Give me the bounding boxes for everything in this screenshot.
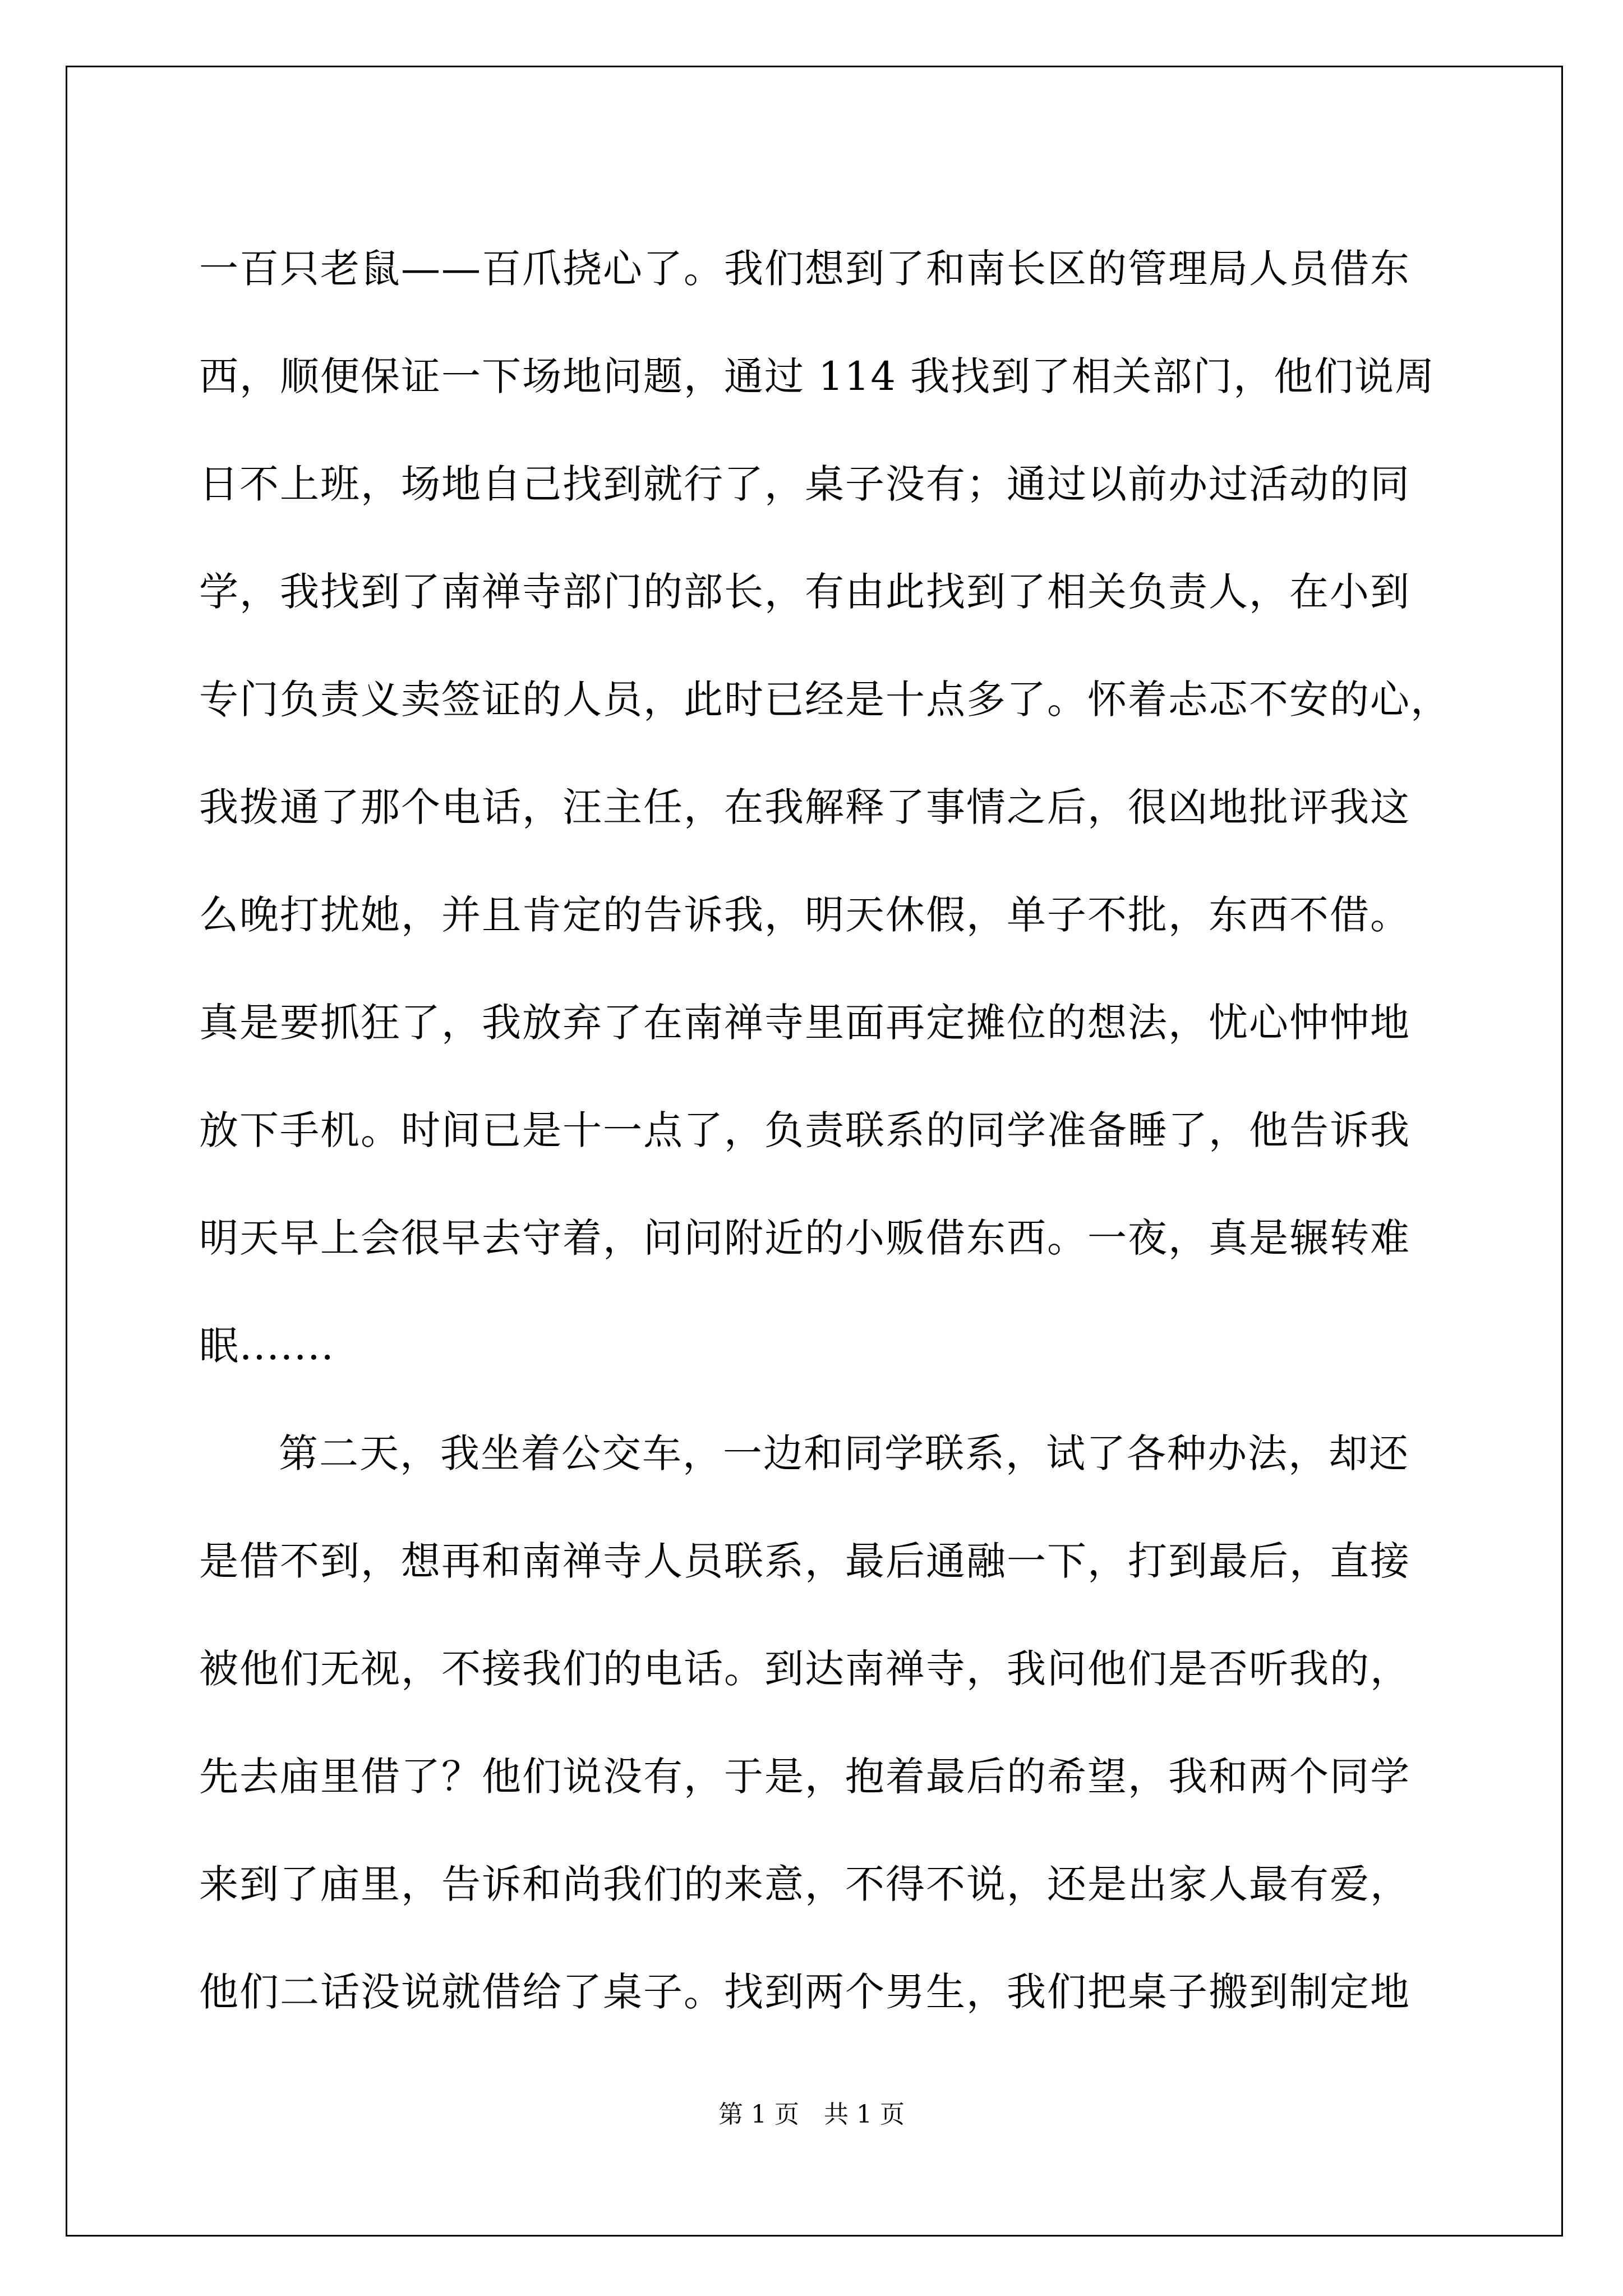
paragraph-start-line: 第二天，我坐着公交车，一边和同学联系，试了各种办法，却还 [279, 1430, 1409, 1476]
text-line: 眠....... [199, 1323, 335, 1369]
text-line: 日不上班，场地自己找到就行了，桌子没有；通过以前办过活动的同 [199, 461, 1410, 507]
page-footer [0, 2098, 1623, 2132]
text-line: 来到了庙里，告诉和尚我们的来意，不得不说，还是出家人最有爱， [199, 1861, 1410, 1907]
page-number: 第 1 页 [718, 2100, 799, 2129]
text-line: 真是要抓狂了，我放弃了在南禅寺里面再定摊位的想法，忧心忡忡地 [199, 1000, 1410, 1046]
text-line: 一百只老鼠——百爪挠心了。我们想到了和南长区的管理局人员借东 [199, 246, 1410, 292]
text-line: 我拨通了那个电话，汪主任，在我解释了事情之后，很凶地批评我这 [199, 784, 1410, 830]
text-line: 学，我找到了南禅寺部门的部长，有由此找到了相关负责人，在小到 [199, 569, 1410, 615]
text-line: 被他们无视，不接我们的电话。到达南禅寺，我问他们是否听我的， [199, 1646, 1410, 1692]
text-line: 先去庙里借了？他们说没有，于是，抱着最后的希望，我和两个同学 [199, 1754, 1410, 1800]
text-line: 是借不到，想再和南禅寺人员联系，最后通融一下，打到最后，直接 [199, 1538, 1410, 1584]
text-line: 明天早上会很早去守着，问问附近的小贩借东西。一夜，真是辗转难 [199, 1215, 1410, 1261]
text-line: 他们二话没说就借给了桌子。找到两个男生，我们把桌子搬到制定地 [199, 1969, 1410, 2015]
text-line: 专门负责义卖签证的人员，此时已经是十点多了。怀着忐忑不安的心， [199, 677, 1451, 723]
page-total: 共 1 页 [824, 2100, 905, 2129]
text-line: 么晚打扰她，并且肯定的告诉我，明天休假，单子不批，东西不借。 [199, 892, 1410, 938]
document-body [199, 215, 1451, 2046]
text-line: 放下手机。时间已是十一点了，负责联系的同学准备睡了，他告诉我 [199, 1107, 1410, 1153]
text-line: 西，顺便保证一下场地问题，通过 114 我找到了相关部门，他们说周 [199, 353, 1436, 399]
